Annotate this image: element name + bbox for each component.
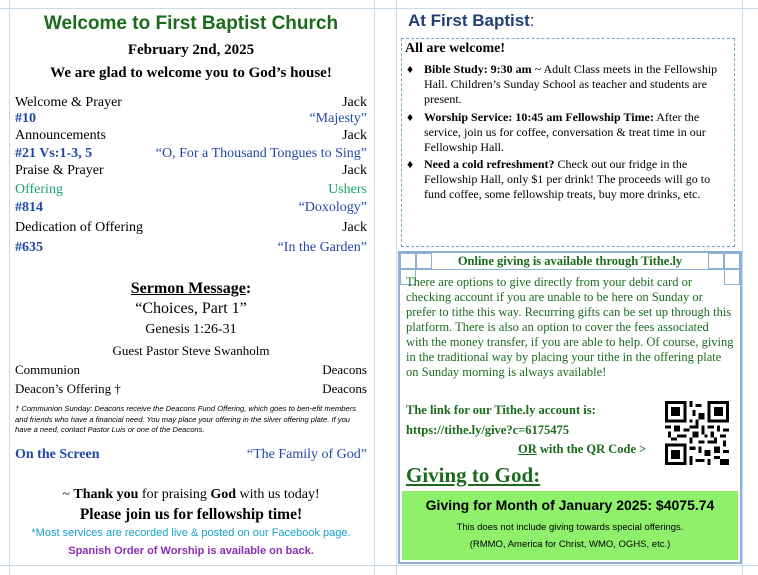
tithely-link-label: The link for our Tithe.ly account is: (406, 403, 596, 417)
order-item-label: Welcome & Prayer (15, 95, 122, 110)
qr-prompt (518, 442, 646, 457)
guide-line (0, 565, 758, 566)
sermon-label: Sermon Message (130, 280, 246, 297)
guide-line (0, 8, 758, 9)
fellowship-invite: Please join us for fellowship time! (79, 506, 303, 523)
order-item-leader: Ushers (328, 182, 367, 197)
thanks-prefix: ~ (62, 487, 74, 502)
guide-line (374, 0, 375, 575)
thanks-mid: for praising (138, 487, 211, 502)
order-row (15, 182, 367, 198)
order-row (15, 146, 367, 162)
sermon-title: “Choices, Part 1” (135, 300, 247, 317)
bullet-worship (407, 110, 730, 155)
bullet-bible-study (407, 62, 730, 107)
screen-song: “The Family of God” (246, 447, 367, 462)
order-row (15, 220, 367, 236)
order-item-label: Dedication of Offering (15, 220, 144, 235)
order-item-label: #635 (15, 240, 43, 255)
order-item-leader: Jack (342, 163, 367, 178)
order-item-leader: “Doxology” (298, 200, 367, 215)
giving-summary-bar (402, 491, 738, 560)
thanks-god: God (210, 487, 237, 502)
bullet-icon: ♦ (407, 157, 414, 171)
order-row (15, 128, 367, 144)
monthly-giving-total: Giving for Month of January 2025: $4075.74 (425, 497, 715, 513)
spanish-note: Spanish Order of Worship is available on back. (68, 545, 314, 557)
order-row (15, 240, 367, 256)
order-item-leader: “Majesty” (309, 111, 367, 126)
bullet-icon: ♦ (407, 62, 414, 76)
sermon-colon: : (245, 280, 252, 297)
order-item-label: Offering (15, 182, 63, 197)
order-item-leader: Jack (342, 95, 367, 110)
order-item-label: Announcements (15, 128, 106, 143)
guide-line (9, 0, 10, 575)
communion-note: † Communion Sunday: Deacons receive the Deacons Fund Offering, which goes to ben-efit members and friends who have a financial need. You may place your offering in the silver offering plate. If you have a need, contact Pastor Luis or one of the Deacons. (15, 404, 357, 434)
guide-line (396, 0, 397, 575)
order-item-leader: “In the Garden” (277, 240, 367, 255)
communion-row (15, 362, 367, 378)
communion-leader: Deacons (322, 362, 367, 377)
deacon-offering-leader: Deacons (322, 381, 367, 396)
thanks-bold: Thank you (73, 487, 139, 502)
order-row (15, 95, 367, 111)
bullet-heading: Worship Service: 10:45 am Fellowship Time: (424, 110, 654, 124)
bulletin-title: Welcome to First Baptist Church (43, 13, 339, 34)
sermon-heading (12, 280, 370, 298)
order-item-leader: Jack (342, 220, 367, 235)
recorded-note: *Most services are recorded live & posted on our Facebook page. (31, 527, 351, 539)
order-item-label: Praise & Prayer (15, 163, 104, 178)
guide-line (742, 0, 743, 575)
thanks-end: with us today! (236, 487, 320, 502)
screen-row (15, 447, 367, 463)
bulletin-date: February 2nd, 2025 (127, 42, 255, 58)
order-item-leader: Jack (342, 128, 367, 143)
giving-box (398, 251, 742, 564)
or-word: OR (518, 442, 537, 456)
all-welcome: All are welcome! (405, 41, 506, 56)
giving-disclaimer: This does not include giving towards special offerings. (456, 522, 684, 533)
bullet-icon: ♦ (407, 110, 414, 124)
bullet-text: ~ Adult Class meets in the Fellowship Hall. Children’s Sunday School as teacher and students are present. (424, 62, 718, 106)
qr-prompt-text: with the QR Code > (536, 442, 647, 456)
bullet-heading: Bible Study: 9:30 am (424, 62, 532, 76)
order-item-label: #814 (15, 200, 43, 215)
order-item-label: #21 Vs:1-3, 5 (15, 146, 93, 161)
giving-to-god-heading: Giving to God: (406, 463, 541, 487)
online-giving-text: There are options to give directly from your debit card or checking account if you are unable to be here on Sunday or prefer to tithe this way. Recurring gifts can be set up through this platform. There is also an option to cover the fees associated with the money transfer, if you are able to help. Of course, giving in the traditional way by placing your tithe in the offering plate on Sunday morning is always available! (406, 275, 734, 379)
screen-label: On the Screen (15, 447, 100, 462)
sermon-reference: Genesis 1:26-31 (145, 322, 237, 337)
bullet-heading: Need a cold refreshment? (424, 157, 555, 171)
order-item-label: #10 (15, 111, 36, 126)
special-offerings-list: (RMMO, America for Christ, WMO, OGHS, etc.) (469, 539, 671, 550)
order-row (15, 163, 367, 179)
deacon-offering-row (15, 381, 367, 397)
deacon-offering-label: Deacon’s Offering † (15, 381, 121, 396)
at-first-baptist-heading (408, 11, 535, 31)
bullet-text: Check out our fridge in the Fellowship Hall, only $1 per drink! The proceeds will go to fund coffee, some fellowship treats, buy more drinks, etc. (424, 157, 711, 201)
bullet-refreshment (407, 157, 730, 202)
welcome-line: We are glad to welcome you to God’s house! (50, 65, 332, 81)
order-row (15, 111, 367, 127)
thanks-line (12, 487, 370, 503)
frame-line (400, 269, 740, 270)
announcements-box (401, 38, 735, 247)
order-item-leader: “O, For a Thousand Tongues to Sing” (155, 146, 367, 161)
communion-label: Communion (15, 362, 81, 377)
order-row (15, 200, 367, 216)
at-first-baptist-colon: : (529, 11, 535, 30)
online-giving-heading: Online giving is available through Tithe.ly (457, 254, 683, 268)
guest-pastor: Guest Pastor Steve Swanholm (112, 343, 270, 358)
tithely-link[interactable]: https://tithe.ly/give?c=6175475 (406, 423, 570, 437)
bullet-text: After the service, join us for coffee, conversation & treat time in our Fellowship Hall. (424, 110, 706, 154)
qr-code-icon (665, 401, 729, 465)
at-first-baptist-title: At First Baptist (408, 11, 530, 30)
